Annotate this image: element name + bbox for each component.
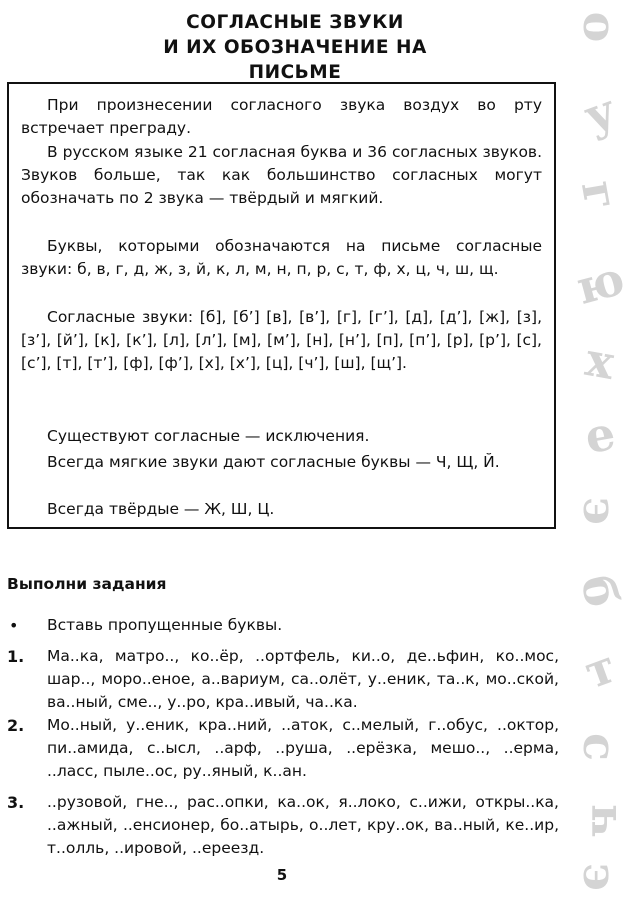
margin-letter: э bbox=[573, 496, 627, 525]
margin-letter: э bbox=[573, 862, 627, 891]
tasks-heading: Выполни задания bbox=[7, 575, 167, 593]
rule-paragraph-6: Всегда мягкие звуки дают согласные буквы — Ч, Щ, Й. bbox=[47, 453, 500, 471]
task-instruction: Вставь пропущенные буквы. bbox=[47, 616, 283, 634]
task-number-1: 1. bbox=[7, 647, 25, 666]
rule-paragraph-5: Существуют согласные — исключения. bbox=[47, 427, 370, 445]
margin-letter: г bbox=[570, 176, 630, 214]
rule-paragraph-2: В русском языке 21 согласная буква и 36 согласных звуков. Звуков больше, так как большинство согласных могут обозначать по 2 звука — твёрдый и мягкий. bbox=[21, 143, 542, 207]
margin-letter: х bbox=[581, 332, 619, 390]
margin-letter: б bbox=[570, 571, 630, 611]
page-title-line-1: СОГЛАСНЫЕ ЗВУКИ bbox=[186, 12, 404, 33]
task-text-1: Ма..ка, матро.., ко..ёр, ..ортфель, ки..о, де..ьфин, ко..мос, шар.., моро..еное, а..вариум, са..олёт, у..еник, та..к, мо..ской, ва..ный, сме.., у..ро, кра..ивый, ча..ка. bbox=[47, 647, 559, 711]
page-title bbox=[130, 10, 460, 85]
task-number-3: 3. bbox=[7, 793, 25, 812]
margin-letter: ю bbox=[570, 250, 630, 316]
task-number-2: 2. bbox=[7, 716, 25, 735]
task-text-2: Мо..ный, у..еник, кра..ний, ..аток, с..мелый, г..обус, ..октор, пи..амида, с..ысл, ..арф, ..руша, ..ерёзка, мешо.., ..ерма, ..ласс, пыле..ос, ру..яный, к..ан. bbox=[47, 716, 559, 780]
margin-letter: с bbox=[573, 732, 627, 761]
bullet-mark: • bbox=[9, 616, 19, 635]
margin-letter: е bbox=[580, 405, 620, 465]
rule-paragraph-4: Согласные звуки: [б], [б’] [в], [в’], [г], [г’], [д], [д’], [ж], [з], [з’], [й’], [к], [к’], [л], [л’], [м], [м’], [н], [н’], [п], [п’], [р], [р’], [с], [с’], [т], [т’], [ф], [ф’], [х], [х’], [ц], [ч’], [ш], [щ’]. bbox=[21, 308, 542, 372]
task-text-3: ..рузовой, гне.., рас..опки, ка..ок, я..локо, с..ижи, откры..ка, ..ажный, ..енсионер, бо..атырь, о..лет, кру..ок, ва..ный, ке..ир, т..олль, ..ировой, ..ереезд. bbox=[47, 793, 559, 857]
page-number: 5 bbox=[276, 866, 288, 884]
rule-paragraph-1: При произнесении согласного звука воздух во рту встречает преграду. bbox=[21, 96, 542, 137]
rule-paragraph-3: Буквы, которыми обозначаются на письме согласные звуки: б, в, г, д, ж, з, й, к, л, м, н, п, р, с, т, ф, х, ц, ч, ш, щ. bbox=[21, 237, 542, 278]
decorative-letter-strip bbox=[565, 0, 632, 908]
margin-letter: о bbox=[573, 11, 627, 43]
margin-letter: т bbox=[577, 638, 623, 700]
rule-paragraph-7: Всегда твёрдые — Ж, Ш, Ц. bbox=[47, 500, 275, 518]
page-title-line-2: И ИХ ОБОЗНАЧЕНИЕ НА ПИСЬМЕ bbox=[163, 37, 427, 83]
margin-letter: ч bbox=[573, 804, 627, 838]
margin-letter: у bbox=[576, 82, 624, 144]
